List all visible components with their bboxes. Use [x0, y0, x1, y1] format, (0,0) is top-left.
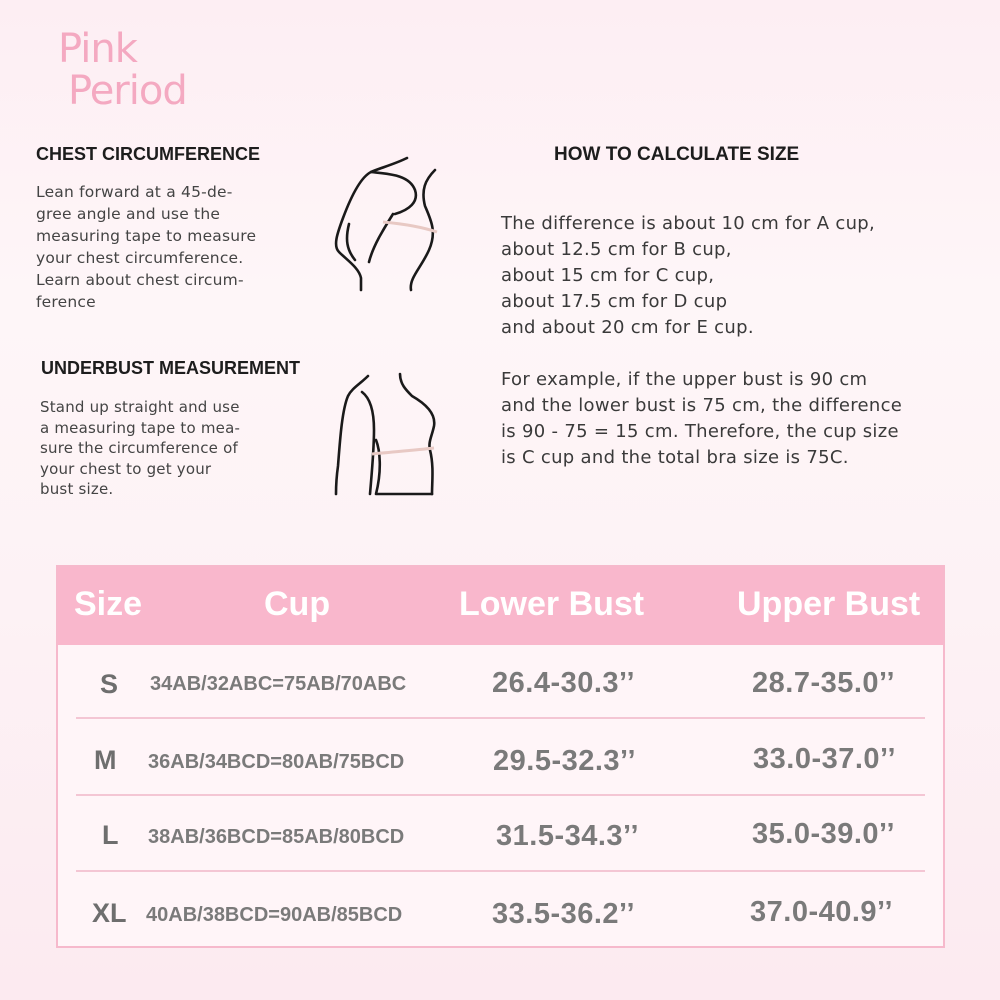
table-row	[58, 798, 943, 874]
size-cell: L	[102, 820, 119, 850]
brand-logo	[58, 28, 187, 112]
standing-torso-icon	[330, 370, 440, 498]
header-upper-bust: Upper Bust	[737, 585, 921, 623]
cup-cell: 36AB/34BCD=80AB/75BCD	[148, 751, 405, 773]
row-divider	[76, 794, 925, 796]
size-table-header	[58, 567, 943, 645]
underbust-line: bust size.	[40, 480, 114, 498]
howto-example-line: and the lower bust is 75 cm, the difference	[501, 395, 903, 416]
underbust-line: a measuring tape to mea-	[40, 418, 241, 437]
lower-bust-cell: 29.5-32.3’’	[493, 745, 637, 777]
upper-bust-cell: 35.0-39.0’’	[752, 818, 896, 850]
brand-logo-line1: Pink	[58, 26, 137, 72]
table-row	[58, 645, 943, 721]
size-table	[56, 565, 945, 948]
howto-cups	[501, 211, 875, 341]
cup-cell: 34AB/32ABC=75AB/70ABC	[150, 673, 407, 695]
upper-bust-cell: 28.7-35.0’’	[752, 667, 896, 699]
chest-line: Learn about chest circum-	[36, 271, 244, 289]
table-row	[58, 874, 943, 950]
underbust-line: your chest to get your	[40, 459, 212, 478]
howto-cup-line: and about 20 cm for E cup.	[501, 317, 754, 338]
underbust-description	[40, 397, 240, 500]
lower-bust-cell: 33.5-36.2’’	[492, 898, 636, 930]
howto-example-line: is 90 - 75 = 15 cm. Therefore, the cup size	[501, 421, 899, 442]
upper-bust-cell: 33.0-37.0’’	[753, 743, 897, 775]
row-divider	[76, 717, 925, 719]
howto-cup-line: about 17.5 cm for D cup	[501, 291, 728, 312]
header-size: Size	[74, 585, 143, 623]
header-lower-bust: Lower Bust	[459, 585, 645, 623]
underbust-line: sure the circumference of	[40, 439, 238, 457]
howto-cup-line: about 12.5 cm for B cup,	[501, 239, 732, 260]
chest-line: ference	[36, 293, 96, 311]
chest-description	[36, 181, 256, 313]
chest-title: CHEST CIRCUMFERENCE	[36, 144, 261, 164]
underbust-line: Stand up straight and use	[40, 398, 240, 416]
row-divider	[76, 870, 925, 872]
size-cell: M	[94, 745, 117, 775]
underbust-title: UNDERBUST MEASUREMENT	[41, 358, 301, 378]
size-cell: XL	[92, 898, 127, 928]
howto-cup-line: about 15 cm for C cup,	[501, 265, 715, 286]
chest-line: measuring tape to measure	[36, 227, 257, 245]
howto-example-line: For example, if the upper bust is 90 cm	[501, 369, 868, 390]
header-cup: Cup	[264, 585, 331, 623]
howto-example	[501, 367, 902, 471]
lower-bust-cell: 31.5-34.3’’	[496, 820, 640, 852]
howto-example-line: is C cup and the total bra size is 75C.	[501, 447, 849, 468]
upper-bust-cell: 37.0-40.9’’	[750, 896, 894, 928]
size-cell: S	[100, 669, 119, 699]
chest-line: gree angle and use the	[36, 205, 221, 223]
cup-cell: 40AB/38BCD=90AB/85BCD	[146, 904, 403, 926]
chest-line: Lean forward at a 45-de-	[36, 183, 233, 201]
table-row	[58, 721, 943, 797]
howto-title: HOW TO CALCULATE SIZE	[554, 144, 800, 165]
leaning-torso-icon	[325, 150, 455, 300]
lower-bust-cell: 26.4-30.3’’	[492, 667, 636, 699]
howto-cup-line: The difference is about 10 cm for A cup,	[501, 213, 876, 234]
cup-cell: 38AB/36BCD=85AB/80BCD	[148, 826, 405, 848]
chest-line: your chest circumference.	[36, 249, 244, 267]
brand-logo-line2: Period	[68, 68, 187, 114]
